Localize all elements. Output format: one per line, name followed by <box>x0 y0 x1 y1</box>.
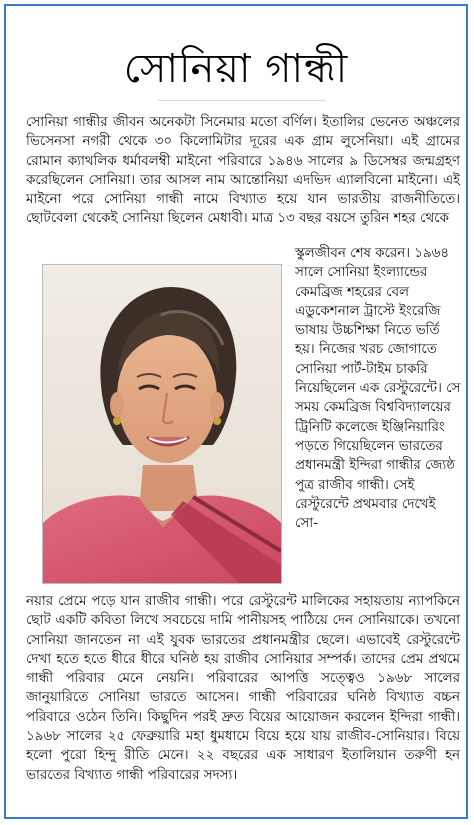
portrait-illustration <box>43 265 281 583</box>
article-frame <box>4 4 468 819</box>
paragraph-top: সোনিয়া গান্ধীর জীবন অনেকটা সিনেমার মতো বর্ণিল। ইতালির ভেনেত অঞ্চলের ভিসেনসা নগরী থেকে ৩০ কিলোমিটার দূরের এক গ্রাম লুসেনিয়া। এই গ্রামের রোমান ক্যাথলিক ধর্মাবলম্বী মাইনো পরিবারে ১৯৪৬ সালের ৯ ডিসেম্বর জন্মগ্রহণ করেছিলেন সোনিয়া। তার আসল নাম আন্তোনিয়া এদভিদ এ্যালবিনো মাইনো। এই মাইনো পরে সোনিয়া গান্ধী নামে বিখ্যাত হয়ে যান ভারতীয় রাজনীতিতে। ছোটবেলা থেকেই সোনিয়া ছিলেন মেধাবী। মাত্র ১৩ বছর বয়সে তুরিন শহর থেকে <box>26 115 460 227</box>
paragraph-side: স্কুলজীবন শেষ করেন। ১৯৬৪ সালে সোনিয়া ইংল্যান্ডের কেমব্রিজ শহরের বেল এডুকেশনাল ট্রাস্টে ইংরেজি ভাষায় উচ্চশিক্ষা নিতে ভর্তি হয়। নিজের খরচ জোগাতে সোনিয়া পার্ট-টাইম চাকরি নিয়েছিলেন এক রেস্টুরেন্টে। সে সময় কেমব্রিজ বিশ্ববিদ্যালয়ের ট্রিনিটি কলেজে ইঞ্জিনিয়ারিং পড়তে গিয়েছিলেন ভারতের প্রধানমন্ত্রী ইন্দিরা গান্ধীর জ্যেষ্ঠ পুত্র রাজীব গান্ধী। সেই রেস্টুরেন্টে প্রথমবার দেখেই সো- <box>295 246 461 532</box>
article-title: সোনিয়া গান্ধী <box>123 46 349 92</box>
paragraph-bottom: নয়ার প্রেমে পড়ে যান রাজীব গান্ধী। পরে রেস্টুরেন্ট মালিকের সহায়তায় ন্যাপকিনে ছোট একটি কবিতা লিখে সবচেয়ে দামি পানীয়সহ পাঠিয়ে দেন সোনিয়াকে। তখনো সোনিয়া জানতেন না এই যুবক ভারতের প্রধানমন্ত্রীর ছেলে। এভাবেই রেস্টুরেন্টে দেখা হতে হতে ধীরে ধীরে ঘনিষ্ঠ হয় রাজীব সোনিয়ার সম্পর্ক। তাদের প্রেম প্রথমে গান্ধী পরিবার মেনে নেয়নি। পরিবারের আপত্তি সত্ত্বেও ১৯৬৮ সালের জানুয়ারিতে সোনিয়া ভারতে আসেন। গান্ধী পরিবারের ঘনিষ্ঠ বিখ্যাত বচ্চন পরিবারে ওঠেন তিনি। কিছুদিন পরই দ্রুত বিয়ের আয়োজন করলেন ইন্দিরা গান্ধী। ১৯৬৮ সালের ২৫ ফেব্রুয়ারি মহা ধুমধামে বিয়ে হয়ে যায় রাজীব-সোনিয়ার। বিয়ে হলো পুরো হিন্দু রীতি মেনে। ২২ বছরের এক সাধারণ ইতালিয়ান তরুণী হন ভারতের বিখ্যাত গান্ধী পরিবারের সদস্য। <box>26 594 460 783</box>
title-divider <box>158 100 326 101</box>
portrait-photo <box>42 264 282 584</box>
